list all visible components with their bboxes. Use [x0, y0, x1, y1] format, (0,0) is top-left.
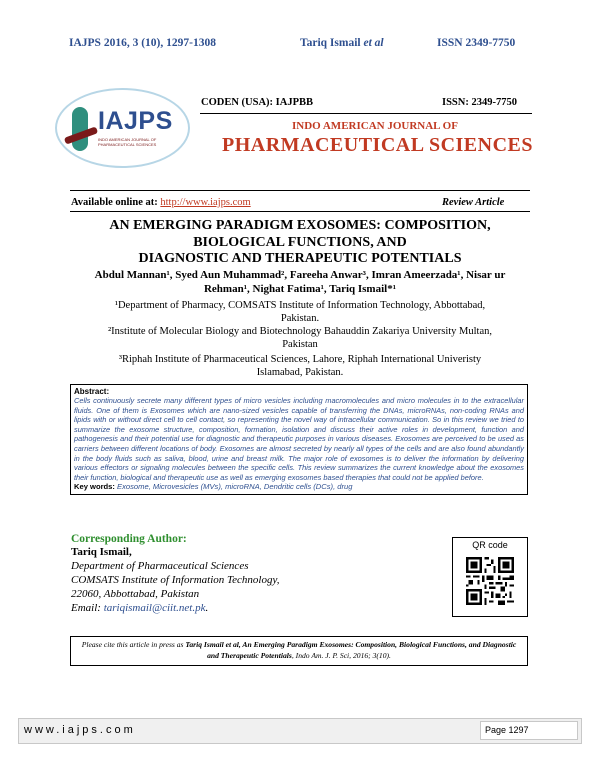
title-line-1: AN EMERGING PARADIGM EXOSOMES: COMPOSITION,: [109, 218, 491, 233]
corresponding-institute: COMSATS Institute of Information Technology,: [71, 574, 280, 586]
corresponding-department: Department of Pharmaceutical Sciences: [71, 560, 249, 572]
availability-label: Available online at:: [71, 197, 161, 208]
article-title: [70, 218, 530, 268]
affiliation-2: [70, 325, 530, 351]
affiliation-3-line-2: Islamabad, Pakistan.: [256, 367, 344, 378]
journal-url-link[interactable]: http://www.iajps.com: [160, 197, 251, 208]
cite-title: Tariq Ismail et al, An Emerging Paradigm Exosomes: Composition, Biological Functions, and Diagnostic and Therapeutic Potentials: [185, 640, 517, 660]
corresponding-name: Tariq Ismail,: [71, 546, 132, 558]
affiliation-3-line-1: ³Riphah Institute of Pharmaceutical Sciences, Lahore, Riphah International Univeristy: [118, 354, 482, 365]
abstract-box: [70, 384, 528, 495]
authors-line-1: Abdul Mannan¹, Syed Aun Muhammad², Fareeha Anwar³, Imran Ameerzada¹, Nisar ur: [94, 269, 506, 281]
corresponding-heading: Corresponding Author:: [71, 533, 187, 545]
corresponding-address: 22060, Abbottabad, Pakistan: [71, 588, 200, 600]
cite-prefix: Please cite this article in press as: [81, 640, 186, 649]
keywords-list: Exosome, Microvesicles (MVs), microRNA, Dendritic cells (DCs), drug: [117, 482, 353, 492]
running-header-author: [300, 37, 384, 49]
footer-url: www.iajps.com: [24, 724, 136, 736]
author-etal: et al: [363, 37, 384, 49]
running-header-citation: IAJPS 2016, 3 (10), 1297-1308: [69, 37, 216, 49]
email-link[interactable]: tariqismail@ciit.net.pk: [103, 602, 206, 614]
author-name: Tariq Ismail: [300, 37, 364, 49]
abstract-heading: Abstract:: [74, 387, 110, 396]
email-end: .: [205, 602, 209, 614]
footer-page-number: Page 1297: [480, 721, 578, 740]
article-type: Review Article: [442, 197, 505, 208]
abstract-text: Cells continuously secrete many different types of micro vesicles including macromolecules and micro molecules in to the extracellular fluids. One of them is Exosomes which are nano-sized vesicles capable of transferring the DNAs, microRNAs, non-coding RNAs and lipids with or without direct cell to cell contact, so representing the novel way of intracellular communication. So in this review we tried to summarize the exosome structure, composition, formation, isolation and discuss their active roles in development, function and pathogenesis and their potential use for diagnostic and therapeutic purposes in various diseases. Exosomes are perceived to be used as carriers between different locations of body. Exosomes are almost secreted by nearly all types of the cells and are also found abundantly in the body fluids such as saliva, blood, urine and breast milk. The major role of exosomes is to deliver the information by delivering various effectors or signaling molecules between the specific cells. This review summarizes the current knowledge about the exosomes their function, biological and therapeutic use as well as emerging exosomes based therapies that could not be applied before.: [74, 396, 524, 482]
affiliation-2-line-2: Pakistan: [282, 339, 318, 350]
affiliation-1-line-1: ¹Department of Pharmacy, COMSATS Institute of Information Technology, Abbottabad,: [114, 300, 486, 311]
masthead-divider: [200, 113, 532, 114]
authors-line-2: Rehman¹, Nighat Fatima¹, Tariq Ismail*¹: [203, 283, 397, 295]
cite-suffix: , Indo Am. J. P. Sci, 2016; 3(10).: [291, 650, 391, 660]
author-list: [70, 268, 530, 296]
qr-code-label: QR code: [472, 540, 508, 550]
title-top-rule: [70, 211, 530, 212]
affiliation-3: [70, 353, 530, 379]
corresponding-email: [71, 602, 208, 614]
logo-text: IAJPS: [98, 107, 173, 135]
coden: CODEN (USA): IAJPBB: [201, 97, 314, 108]
journal-name-line1: INDO AMERICAN JOURNAL OF: [292, 120, 458, 132]
email-label: Email:: [71, 602, 104, 614]
affiliation-1: [70, 299, 530, 325]
title-line-3: DIAGNOSTIC AND THERAPEUTIC POTENTIALS: [138, 251, 462, 266]
availability: [71, 197, 251, 208]
masthead-issn: ISSN: 2349-7750: [442, 97, 517, 108]
logo-subtitle: INDO AMERICAN JOURNAL OF PHARMACEUTICAL SCIENCES: [98, 137, 157, 147]
title-line-2: BIOLOGICAL FUNCTIONS, AND: [193, 234, 407, 250]
running-header-issn: ISSN 2349-7750: [437, 37, 516, 49]
masthead-bottom-rule: [70, 190, 530, 191]
qr-code-icon: [466, 557, 514, 605]
affiliation-2-line-1: ²Institute of Molecular Biology and Biotechnology Bahauddin Zakariya University Multan,: [108, 326, 492, 337]
citation-box: [70, 636, 528, 666]
affiliation-1-line-2: Pakistan.: [280, 313, 320, 324]
journal-name-line2: PHARMACEUTICAL SCIENCES: [222, 134, 533, 156]
keywords: [74, 482, 524, 492]
keywords-label: Key words:: [74, 482, 118, 492]
